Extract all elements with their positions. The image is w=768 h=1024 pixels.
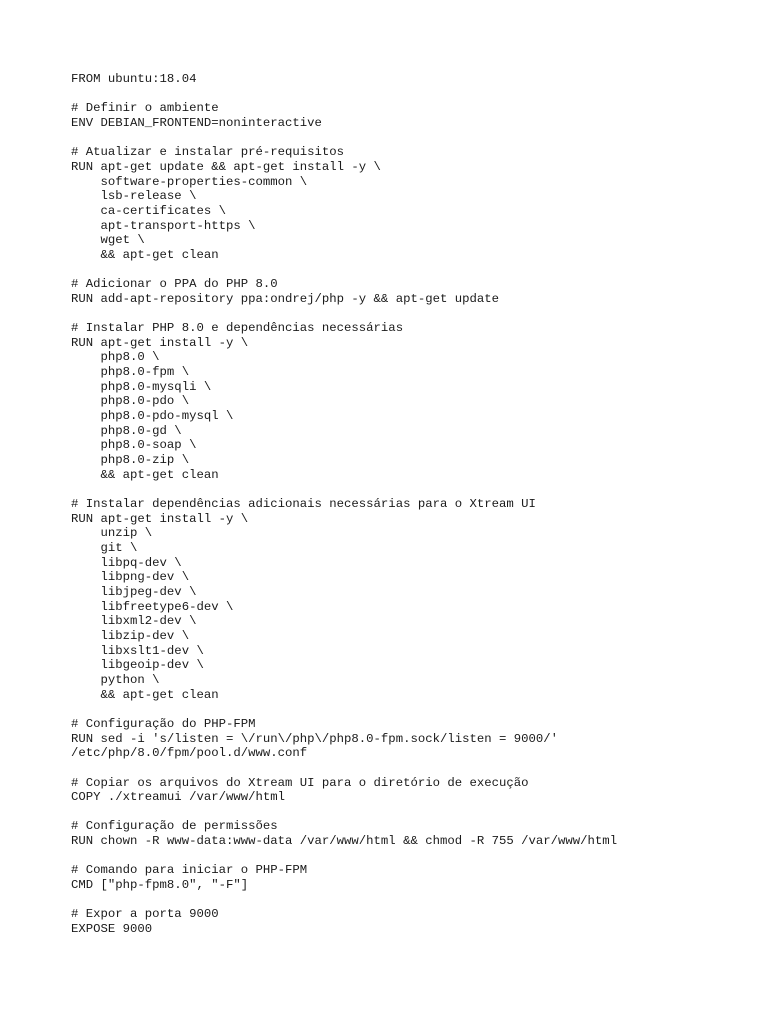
code-line: # Comando para iniciar o PHP-FPM (71, 863, 308, 878)
code-line: php8.0-pdo-mysql \ (71, 409, 234, 424)
code-line: # Copiar os arquivos do Xtream UI para o diretório de execução (71, 775, 529, 790)
code-line (71, 131, 617, 146)
code-line: libpq-dev \ (71, 555, 182, 570)
code-line: RUN chown -R www-data:www-data /var/www/html && chmod -R 755 /var/www/html (71, 834, 618, 849)
code-line (71, 805, 617, 820)
code-line: && apt-get clean (71, 247, 219, 262)
code-line: git \ (71, 541, 138, 555)
code-line: # Instalar dependências adicionais necessárias para o Xtream UI (71, 497, 536, 512)
code-line: libpng-dev \ (71, 570, 190, 585)
code-line: COPY ./xtreamui /var/www/html (71, 790, 286, 805)
code-line: CMD ["php-fpm8.0", "-F"] (71, 878, 249, 893)
code-line: && apt-get clean (71, 687, 219, 702)
code-line: libgeoip-dev \ (71, 658, 204, 673)
code-line: ca-certificates \ (71, 203, 226, 218)
code-line: software-properties-common \ (71, 174, 308, 189)
code-line: php8.0-gd \ (71, 423, 182, 438)
code-line (71, 761, 617, 776)
code-line: # Adicionar o PPA do PHP 8.0 (71, 277, 278, 292)
code-line: # Instalar PHP 8.0 e dependências necessárias (71, 321, 404, 336)
code-line: php8.0-fpm \ (71, 365, 190, 380)
code-line: RUN apt-get update && apt-get install -y \ (71, 159, 381, 174)
code-line: FROM ubuntu:18.04 (71, 72, 197, 86)
code-line: wget \ (71, 233, 145, 248)
code-line: RUN apt-get install -y \ (71, 335, 249, 350)
code-line: # Definir o ambiente (71, 101, 219, 116)
code-line: php8.0-pdo \ (71, 394, 190, 409)
code-line: php8.0-zip \ (71, 453, 190, 468)
code-line (71, 263, 617, 278)
code-line (71, 849, 617, 864)
code-line: libxml2-dev \ (71, 614, 197, 629)
code-line: lsb-release \ (71, 189, 197, 204)
code-line: ENV DEBIAN_FRONTEND=noninteractive (71, 115, 322, 130)
dockerfile-code-block (71, 72, 617, 937)
code-line: php8.0-soap \ (71, 438, 197, 453)
code-line: unzip \ (71, 526, 153, 541)
code-line: # Configuração do PHP-FPM (71, 716, 256, 731)
code-line: EXPOSE 9000 (71, 922, 153, 937)
code-line: # Configuração de permissões (71, 819, 278, 834)
code-line: libzip-dev \ (71, 628, 190, 643)
code-line (71, 702, 617, 717)
code-line: RUN add-apt-repository ppa:ondrej/php -y && apt-get update (71, 291, 500, 306)
code-line: RUN apt-get install -y \ (71, 511, 249, 526)
code-line: # Expor a porta 9000 (71, 907, 219, 922)
code-line (71, 893, 617, 908)
code-line: apt-transport-https \ (71, 218, 256, 233)
code-line: RUN sed -i 's/listen = \/run\/php\/php8.0-fpm.sock/listen = 9000/' (71, 731, 559, 746)
code-line: php8.0 \ (71, 350, 160, 365)
code-line: && apt-get clean (71, 467, 219, 482)
code-line: libxslt1-dev \ (71, 643, 204, 658)
code-line: php8.0-mysqli \ (71, 379, 212, 394)
code-line: /etc/php/8.0/fpm/pool.d/www.conf (71, 746, 308, 761)
code-line (71, 307, 617, 322)
code-line: python \ (71, 672, 160, 687)
code-line (71, 87, 617, 102)
code-line (71, 482, 617, 497)
code-line: libfreetype6-dev \ (71, 599, 234, 614)
code-line: libjpeg-dev \ (71, 584, 197, 599)
code-line: # Atualizar e instalar pré-requisitos (71, 145, 345, 160)
